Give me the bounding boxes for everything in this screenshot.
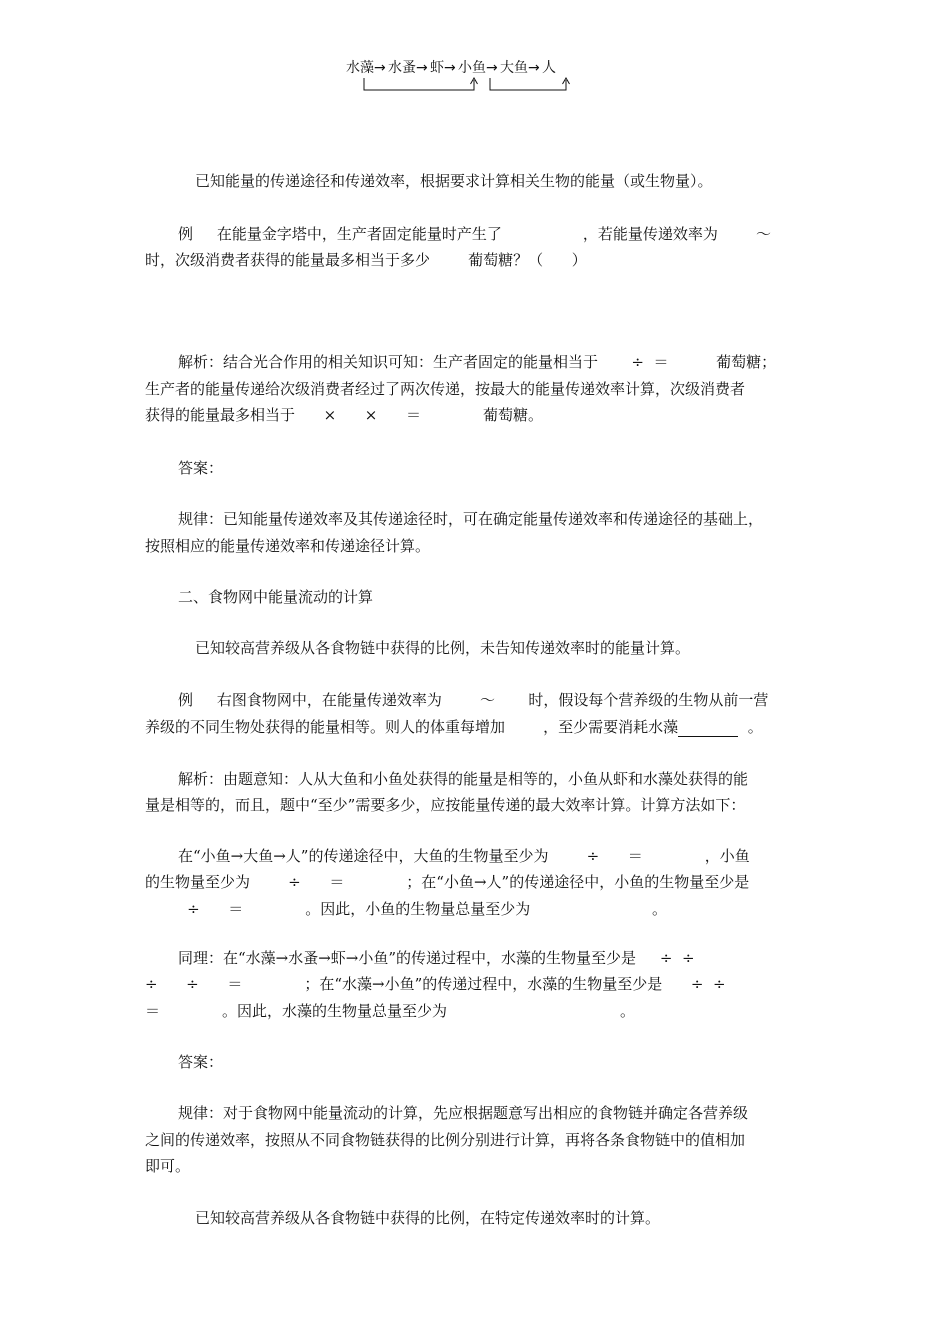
section2-heading: 二、食物网中能量流动的计算 xyxy=(178,588,374,606)
node-shrimp: 虾 xyxy=(430,60,444,76)
example2-same-line1: 同理：在“水藻→水蚤→虾→小鱼”的传递过程中，水藻的生物量至少是 ÷ ÷ xyxy=(178,949,695,967)
example2-question-line2 xyxy=(145,718,763,737)
example2-same-line3-end: 。 xyxy=(620,1002,636,1020)
section1-intro: 已知能量的传递途径和传递效率，根据要求计算相关生物的能量（或生物量）。 xyxy=(195,172,713,190)
arrow-4: → xyxy=(486,60,498,76)
node-daphnia: 水蚤 xyxy=(388,60,416,76)
arrow-1: → xyxy=(374,60,386,76)
rule2-line2: 之间的传递效率，按照从不同食物链获得的比例分别进行计算，再将各条食物链中的值相加 xyxy=(145,1131,746,1149)
arrow-3: → xyxy=(444,60,456,76)
example2-question-line2-text: 养级的不同生物处获得的能量相等。则人的体重每增加 ，至少需要消耗水藻 xyxy=(145,718,679,736)
rule2-line3: 即可。 xyxy=(145,1157,191,1175)
example2-calc-line3: ÷ ＝ 。因此，小鱼的生物量总量至少为 xyxy=(168,900,531,918)
node-algae: 水藻 xyxy=(346,60,374,76)
rule1-line2: 按照相应的能量传递效率和传递途径计算。 xyxy=(145,537,431,555)
arrow-5: → xyxy=(528,60,540,76)
example1-analysis-line3: 获得的能量最多相当于 × × ＝ 葡萄糖。 xyxy=(145,406,543,424)
example2-calc-line2: 的生物量至少为 ÷ ＝ ；在“小鱼→人”的传递途径中，小鱼的生物量至少是 xyxy=(145,873,750,891)
arrow-2: → xyxy=(416,60,428,76)
answer1-label: 答案： xyxy=(178,459,224,477)
rule2-line1: 规律：对于食物网中能量流动的计算，先应根据题意写出相应的食物链并确定各营养级 xyxy=(178,1104,749,1122)
example1-analysis-line1: 解析：结合光合作用的相关知识可知：生产者固定的能量相当于 ÷ ＝ 葡萄糖； xyxy=(178,353,777,371)
example1-question-line2: 时，次级消费者获得的能量最多相当于多少 葡萄糖？（ ） xyxy=(145,251,587,269)
example2-same-line3: ＝ 。因此，水藻的生物量总量至少为 xyxy=(145,1002,447,1020)
section3-intro: 已知较高营养级从各食物链中获得的比例，在特定传递效率时的计算。 xyxy=(195,1209,661,1227)
example1-question-line1: 例 在能量金字塔中，生产者固定能量时产生了 ，若能量传递效率为 ～ xyxy=(178,225,772,243)
example2-question-line1: 例 右图食物网中，在能量传递效率为 ～ 时，假设每个营养级的生物从前一营 xyxy=(178,691,769,709)
example2-analysis-line2: 量是相等的，而且，题中“至少”需要多少，应按能量传递的最大效率计算。计算方法如下： xyxy=(145,796,746,814)
section2-intro: 已知较高营养级从各食物链中获得的比例，未告知传递效率时的能量计算。 xyxy=(195,639,691,657)
example2-same-line2: ÷ ÷ ＝ ；在“水藻→小鱼”的传递过程中，水藻的生物量至少是 ÷ ÷ xyxy=(145,975,726,993)
bracket-algae-to-small-fish xyxy=(364,78,474,90)
answer2-label: 答案： xyxy=(178,1053,224,1071)
example2-analysis-line1: 解析：由题意知：人从大鱼和小鱼处获得的能量是相等的，小鱼从虾和水藻处获得的能 xyxy=(178,770,749,788)
node-small-fish: 小鱼 xyxy=(458,60,486,76)
example1-analysis-line2: 生产者的能量传递给次级消费者经过了两次传递，按最大的能量传递效率计算，次级消费者 xyxy=(145,380,746,398)
rule1-line1: 规律：已知能量传递效率及其传递途径时，可在确定能量传递效率和传递途径的基础上， xyxy=(178,510,764,528)
food-web-diagram xyxy=(0,0,950,100)
example2-question-line2-end: 。 xyxy=(738,718,763,736)
example2-calc-line3-end: 。 xyxy=(652,900,668,918)
bracket-small-fish-to-human xyxy=(490,78,566,90)
node-human: 人 xyxy=(542,60,556,76)
answer-blank xyxy=(678,718,738,737)
example2-calc-line1: 在“小鱼→大鱼→人”的传递途径中，大鱼的生物量至少为 ÷ ＝ ，小鱼 xyxy=(178,847,750,865)
node-big-fish: 大鱼 xyxy=(500,60,528,76)
